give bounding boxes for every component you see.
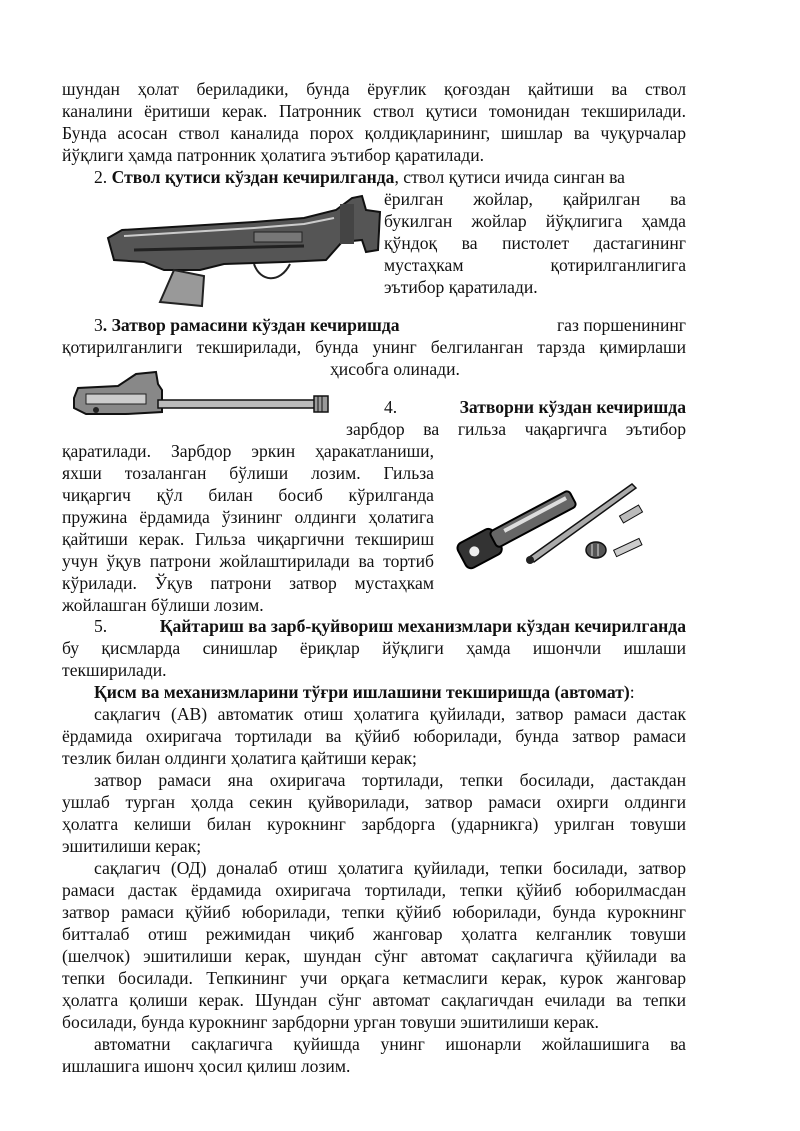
text-line: бу қисмларда синишлар ёриқлар йўқлиги ҳамда ишончли ишлаши	[62, 638, 686, 658]
text-line: зарбдор ва гильза чақаргичга эътибор	[346, 419, 686, 439]
text-line: ишлашига ишонч ҳосил қилиш лозим.	[62, 1056, 351, 1076]
text-line: рамаси дастак ёрдамида охиригача тортилади, тепки қўйиб юборилмасдан	[62, 880, 686, 900]
text-line: затвор рамаси яна охиригача тортилади, тепки босилади, дастакдан	[94, 770, 686, 790]
text-line: ҳисобга олинади.	[330, 359, 460, 379]
text-line: букилган жойлар йўқлигига ҳамда	[384, 211, 686, 231]
item-number: 5.	[94, 616, 108, 636]
text-line: пружина ёрдамида ўзининг олдинги ҳолатига	[62, 507, 434, 527]
item-number: 4.	[384, 397, 398, 417]
item-number: 3	[94, 315, 103, 335]
item-heading: Затворни кўздан кечиришда	[459, 397, 686, 417]
text-line: тезлик билан олдинги ҳолатига қайтиши керак;	[62, 748, 417, 768]
text-line: қаратилади. Зарбдор эркин ҳаракатланиши,	[62, 441, 434, 461]
text-line: шундан ҳолат бериладики, бунда ёруғлик қоғоздан қайтиши ва ствол	[62, 79, 686, 99]
text-line: ёрдамида охиригача тортилади ва қўйиб юборилади, бунда затвор рамаси	[62, 726, 686, 746]
text-line: Бунда асосан ствол каналида порох қолдиқларининг, шишлар ва чуқурчалар	[62, 123, 686, 143]
receiver-illustration	[104, 190, 384, 312]
text-line: мустаҳкам қотирилганлигига	[384, 255, 686, 275]
item-heading: Қайтариш ва зарб-қуйвориш механизмлари кўздан кечирилганда	[159, 616, 686, 636]
paragraph-4-first-line	[384, 396, 686, 418]
text-line: ҳолатга келиши билан курокнинг зарбдорга (ударникга) урилган товуши	[62, 814, 686, 834]
item-heading: Ствол қутиси кўздан кечирилганда	[111, 167, 395, 187]
text-line: битталаб отиш режимидан чиқиб жанговар ҳолатга келганлик товуши	[62, 924, 686, 944]
text-line: ушлаб турган ҳолда секин қуйворилади, затвор рамаси охирги олдинги	[62, 792, 686, 812]
text-line: қайтиши керак. Гильза чиқаргични текшириш	[62, 529, 434, 549]
text-line: эътибор қаратилади.	[384, 277, 538, 297]
text-line: йўқлиги ҳамда патронник ҳолатига эътибор қаратилади.	[62, 145, 485, 165]
text-line: учун ўқув патрони жойлаштирилади ва тортиб	[62, 551, 434, 571]
section-heading	[94, 681, 635, 703]
section-heading-text: Қисм ва механизмларини тўғри ишлашини текширишда (автомат)	[94, 682, 630, 702]
item-heading: . Затвор рамасини кўздан кечиришда	[102, 315, 400, 335]
text-line: ҳолатга қолиши керак. Шундан сўнг автомат сақлагичдан ечилади ва тепки	[62, 990, 686, 1010]
text-line: жойлашган бўлиши лозим.	[62, 595, 264, 615]
text-line: сақлагич (АВ) автоматик отиш ҳолатига қуйилади, затвор рамаси дастак	[94, 704, 686, 724]
text-line: яхши тозаланган бўлиши лозим. Гильза	[62, 463, 434, 483]
item-number: 2.	[94, 167, 108, 187]
paragraph-3-first-line	[94, 314, 686, 336]
text-line: тепки босилади. Тепкининг учи орқага кетмаслиги керак, курок жанговар	[62, 968, 686, 988]
paragraph-5-first-line	[94, 615, 686, 637]
text-line: ёрилган жойлар, қайрилган ва	[384, 189, 686, 209]
heading-colon: :	[629, 682, 635, 702]
text-run: газ поршенининг	[556, 315, 686, 335]
paragraph-2-first-line	[94, 166, 686, 188]
bolt-carrier-illustration	[66, 368, 334, 424]
text-line: каналини ёритиши керак. Патронник ствол қутиси томонидан текширилади.	[62, 101, 686, 121]
bolt-parts-illustration	[444, 458, 650, 578]
text-line: затвор рамаси қўйиб юборилади, тепки қўйиб юборилади, бунда курокнинг	[62, 902, 686, 922]
text-line: қўндоқ ва пистолет дастагининг	[384, 233, 686, 253]
text-line: автоматни сақлагичга қуйишда унинг ишонарли жойлашишига ва	[94, 1034, 686, 1054]
text-line: текширилади.	[62, 660, 167, 680]
text-line: (шелчок) эшитилиши керак, шундан сўнг автомат сақлагичга қўйилади ва	[62, 946, 686, 966]
text-line: босилади, бунда курокнинг зарбдорни урган товуши эшитилиши керак.	[62, 1012, 599, 1032]
text-line: чиқаргич қўл билан босиб кўрилганда	[62, 485, 434, 505]
text-line: сақлагич (ОД) доналаб отиш ҳолатига қуйилади, тепки босилади, затвор	[94, 858, 686, 878]
text-line: эшитилиши керак;	[62, 836, 202, 856]
text-line: қотирилганлиги текширилади, бунда унинг белгиланган тарзда қимирлаши	[62, 337, 686, 357]
text-line: кўрилади. Ўқув патрони затвор мустаҳкам	[62, 573, 434, 593]
text-run: , ствол қутиси ичида синган ва	[394, 167, 625, 187]
